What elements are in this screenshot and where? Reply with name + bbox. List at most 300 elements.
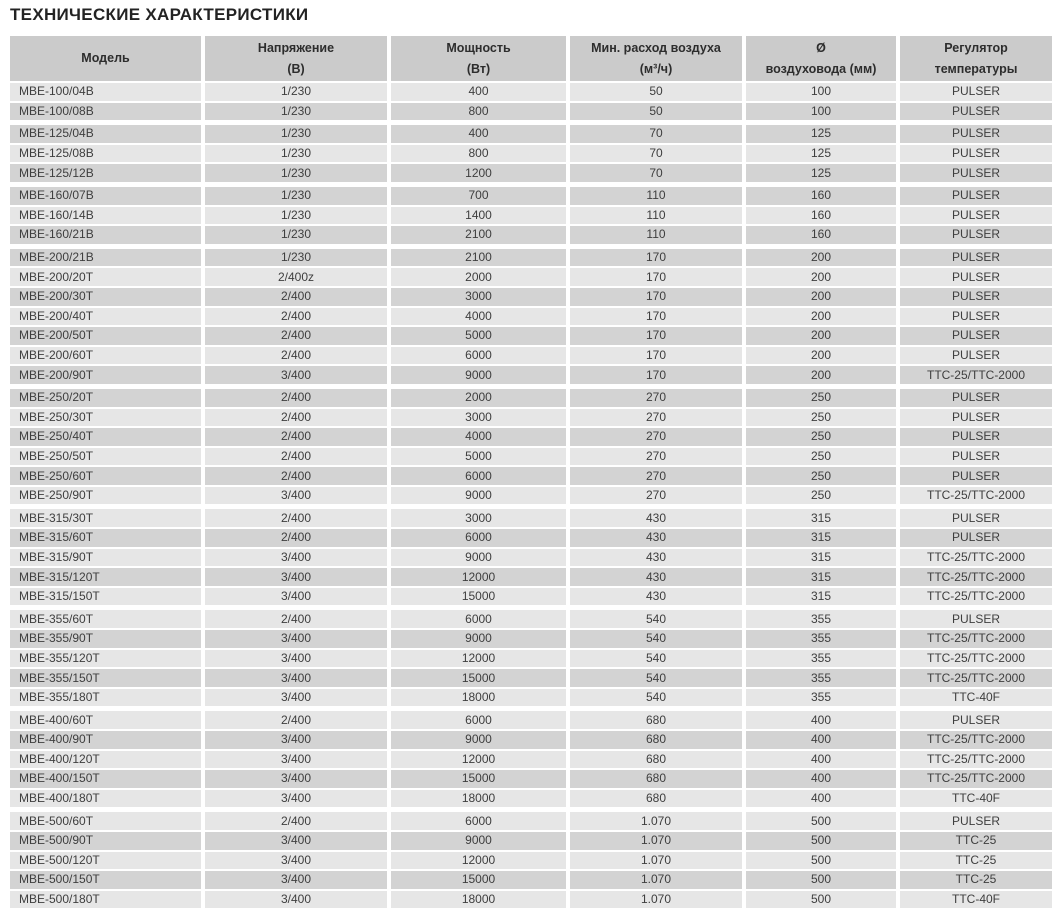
cell-model: MBE-125/04B	[10, 125, 203, 144]
cell-regulator: PULSER	[898, 206, 1052, 226]
cell-airflow: 430	[568, 528, 744, 548]
table-row	[10, 82, 1052, 102]
cell-model: MBE-250/40T	[10, 427, 203, 447]
cell-model: MBE-200/21B	[10, 249, 203, 268]
cell-airflow: 540	[568, 629, 744, 649]
col-header-airflow	[568, 36, 744, 82]
cell-voltage: 3/400	[203, 750, 389, 770]
cell-power: 3000	[389, 408, 568, 428]
table-row	[10, 287, 1052, 307]
col-header-model	[10, 36, 203, 82]
cell-diameter: 250	[744, 466, 898, 486]
cell-regulator: PULSER	[898, 144, 1052, 164]
cell-regulator: TTC-40F	[898, 688, 1052, 708]
cell-model: MBE-160/07B	[10, 187, 203, 206]
table-row	[10, 812, 1052, 831]
table-row	[10, 730, 1052, 750]
cell-regulator: PULSER	[898, 307, 1052, 327]
cell-regulator: PULSER	[898, 163, 1052, 183]
cell-regulator: TTC-25/TTC-2000	[898, 567, 1052, 587]
cell-power: 15000	[389, 870, 568, 890]
cell-power: 1400	[389, 206, 568, 226]
cell-airflow: 170	[568, 249, 744, 268]
cell-regulator: PULSER	[898, 225, 1052, 245]
cell-voltage: 2/400	[203, 711, 389, 730]
cell-model: MBE-200/90T	[10, 365, 203, 385]
cell-airflow: 170	[568, 267, 744, 287]
cell-airflow: 680	[568, 711, 744, 730]
cell-regulator: TTC-25/TTC-2000	[898, 769, 1052, 789]
table-row	[10, 649, 1052, 669]
table-row	[10, 365, 1052, 385]
cell-diameter: 160	[744, 187, 898, 206]
col-header-power	[389, 36, 568, 82]
cell-voltage: 3/400	[203, 870, 389, 890]
table-row	[10, 225, 1052, 245]
cell-model: MBE-400/120T	[10, 750, 203, 770]
col-header-diameter-unit: воздуховода (мм)	[765, 61, 877, 76]
cell-power: 6000	[389, 812, 568, 831]
page-title: ТЕХНИЧЕСКИЕ ХАРАКТЕРИСТИКИ	[10, 5, 309, 24]
cell-diameter: 315	[744, 509, 898, 528]
cell-model: MBE-355/180T	[10, 688, 203, 708]
cell-diameter: 315	[744, 528, 898, 548]
col-header-voltage	[203, 36, 389, 82]
cell-airflow: 170	[568, 287, 744, 307]
cell-diameter: 200	[744, 365, 898, 385]
cell-voltage: 3/400	[203, 688, 389, 708]
cell-power: 400	[389, 125, 568, 144]
cell-diameter: 400	[744, 730, 898, 750]
cell-voltage: 3/400	[203, 769, 389, 789]
cell-airflow: 1.070	[568, 851, 744, 871]
table-row	[10, 688, 1052, 708]
cell-model: MBE-100/04B	[10, 82, 203, 102]
cell-voltage: 2/400	[203, 610, 389, 629]
table-row	[10, 307, 1052, 327]
cell-diameter: 100	[744, 82, 898, 102]
cell-model: MBE-500/120T	[10, 851, 203, 871]
cell-regulator: PULSER	[898, 447, 1052, 467]
cell-regulator: PULSER	[898, 287, 1052, 307]
cell-diameter: 315	[744, 587, 898, 607]
cell-diameter: 160	[744, 225, 898, 245]
cell-regulator: TTC-40F	[898, 890, 1052, 910]
cell-regulator: PULSER	[898, 346, 1052, 366]
col-header-model-label: Модель	[81, 51, 130, 65]
cell-model: MBE-250/90T	[10, 486, 203, 506]
cell-power: 15000	[389, 587, 568, 607]
cell-model: MBE-315/150T	[10, 587, 203, 607]
cell-regulator: PULSER	[898, 466, 1052, 486]
cell-diameter: 500	[744, 870, 898, 890]
cell-regulator: PULSER	[898, 187, 1052, 206]
cell-power: 9000	[389, 730, 568, 750]
cell-airflow: 50	[568, 82, 744, 102]
cell-regulator: TTC-40F	[898, 789, 1052, 809]
cell-voltage: 1/230	[203, 144, 389, 164]
col-header-airflow-unit: (м³/ч)	[639, 61, 673, 76]
cell-diameter: 315	[744, 548, 898, 568]
cell-model: MBE-250/30T	[10, 408, 203, 428]
cell-diameter: 355	[744, 668, 898, 688]
cell-model: MBE-250/50T	[10, 447, 203, 467]
cell-airflow: 270	[568, 486, 744, 506]
table-header-row	[10, 36, 1052, 82]
cell-regulator: PULSER	[898, 389, 1052, 408]
cell-airflow: 70	[568, 125, 744, 144]
table-row	[10, 629, 1052, 649]
cell-model: MBE-355/120T	[10, 649, 203, 669]
cell-model: MBE-250/20T	[10, 389, 203, 408]
cell-voltage: 1/230	[203, 249, 389, 268]
cell-power: 12000	[389, 851, 568, 871]
cell-power: 1200	[389, 163, 568, 183]
cell-diameter: 355	[744, 688, 898, 708]
cell-airflow: 1.070	[568, 831, 744, 851]
cell-voltage: 2/400	[203, 466, 389, 486]
cell-voltage: 2/400	[203, 287, 389, 307]
cell-diameter: 200	[744, 307, 898, 327]
cell-voltage: 2/400	[203, 326, 389, 346]
cell-airflow: 1.070	[568, 812, 744, 831]
cell-power: 400	[389, 82, 568, 102]
cell-voltage: 1/230	[203, 206, 389, 226]
cell-airflow: 1.070	[568, 870, 744, 890]
cell-power: 3000	[389, 287, 568, 307]
cell-voltage: 3/400	[203, 486, 389, 506]
cell-model: MBE-125/08B	[10, 144, 203, 164]
cell-diameter: 250	[744, 447, 898, 467]
cell-voltage: 3/400	[203, 649, 389, 669]
cell-airflow: 540	[568, 649, 744, 669]
cell-power: 2100	[389, 249, 568, 268]
cell-airflow: 170	[568, 365, 744, 385]
cell-power: 18000	[389, 890, 568, 910]
col-header-voltage-label: Напряжение	[257, 40, 335, 55]
cell-diameter: 250	[744, 389, 898, 408]
cell-regulator: TTC-25/TTC-2000	[898, 668, 1052, 688]
cell-power: 9000	[389, 486, 568, 506]
cell-model: MBE-200/50T	[10, 326, 203, 346]
cell-diameter: 315	[744, 567, 898, 587]
cell-regulator: TTC-25/TTC-2000	[898, 486, 1052, 506]
cell-voltage: 2/400	[203, 528, 389, 548]
cell-diameter: 400	[744, 769, 898, 789]
cell-diameter: 125	[744, 163, 898, 183]
table-row	[10, 206, 1052, 226]
table-row	[10, 427, 1052, 447]
table-row	[10, 587, 1052, 607]
cell-airflow: 110	[568, 206, 744, 226]
cell-model: MBE-400/60T	[10, 711, 203, 730]
cell-voltage: 3/400	[203, 567, 389, 587]
cell-voltage: 3/400	[203, 831, 389, 851]
cell-regulator: TTC-25/TTC-2000	[898, 730, 1052, 750]
cell-voltage: 1/230	[203, 163, 389, 183]
cell-voltage: 3/400	[203, 730, 389, 750]
cell-regulator: PULSER	[898, 125, 1052, 144]
cell-diameter: 400	[744, 750, 898, 770]
cell-airflow: 430	[568, 548, 744, 568]
cell-regulator: TTC-25/TTC-2000	[898, 365, 1052, 385]
cell-diameter: 500	[744, 851, 898, 871]
cell-power: 3000	[389, 509, 568, 528]
cell-power: 12000	[389, 750, 568, 770]
cell-diameter: 500	[744, 812, 898, 831]
cell-regulator: PULSER	[898, 610, 1052, 629]
cell-voltage: 2/400	[203, 509, 389, 528]
cell-power: 5000	[389, 447, 568, 467]
cell-airflow: 430	[568, 587, 744, 607]
cell-power: 6000	[389, 466, 568, 486]
cell-power: 18000	[389, 789, 568, 809]
table-row	[10, 447, 1052, 467]
cell-voltage: 2/400	[203, 346, 389, 366]
cell-diameter: 160	[744, 206, 898, 226]
cell-diameter: 200	[744, 346, 898, 366]
cell-airflow: 680	[568, 769, 744, 789]
cell-voltage: 3/400	[203, 365, 389, 385]
table-row	[10, 668, 1052, 688]
col-header-power-label: Мощность	[446, 40, 511, 55]
cell-model: MBE-355/90T	[10, 629, 203, 649]
table-row	[10, 870, 1052, 890]
cell-power: 9000	[389, 831, 568, 851]
col-header-regulator-sub: температуры	[934, 61, 1018, 76]
cell-regulator: PULSER	[898, 528, 1052, 548]
cell-model: MBE-200/60T	[10, 346, 203, 366]
cell-power: 12000	[389, 567, 568, 587]
cell-voltage: 3/400	[203, 851, 389, 871]
cell-power: 4000	[389, 307, 568, 327]
table-row	[10, 249, 1052, 268]
cell-regulator: TTC-25/TTC-2000	[898, 649, 1052, 669]
table-row	[10, 567, 1052, 587]
cell-model: MBE-500/180T	[10, 890, 203, 910]
cell-model: MBE-400/180T	[10, 789, 203, 809]
cell-regulator: TTC-25	[898, 831, 1052, 851]
table-row	[10, 346, 1052, 366]
col-header-regulator-label: Регулятор	[944, 40, 1008, 55]
cell-power: 4000	[389, 427, 568, 447]
table-row	[10, 466, 1052, 486]
cell-voltage: 2/400	[203, 447, 389, 467]
cell-model: MBE-315/90T	[10, 548, 203, 568]
cell-diameter: 100	[744, 102, 898, 122]
cell-model: MBE-500/60T	[10, 812, 203, 831]
cell-power: 800	[389, 102, 568, 122]
table-row	[10, 890, 1052, 910]
table-header	[10, 36, 1052, 82]
col-header-diameter-label: Ø	[816, 40, 826, 55]
cell-model: MBE-315/30T	[10, 509, 203, 528]
cell-model: MBE-100/08B	[10, 102, 203, 122]
cell-airflow: 70	[568, 144, 744, 164]
cell-airflow: 50	[568, 102, 744, 122]
cell-voltage: 1/230	[203, 187, 389, 206]
table-row	[10, 851, 1052, 871]
cell-regulator: TTC-25/TTC-2000	[898, 548, 1052, 568]
cell-model: MBE-315/60T	[10, 528, 203, 548]
cell-regulator: PULSER	[898, 326, 1052, 346]
table-row	[10, 187, 1052, 206]
cell-power: 18000	[389, 688, 568, 708]
cell-model: MBE-400/150T	[10, 769, 203, 789]
cell-power: 6000	[389, 610, 568, 629]
cell-diameter: 400	[744, 711, 898, 730]
cell-power: 6000	[389, 528, 568, 548]
cell-power: 2000	[389, 267, 568, 287]
table-row	[10, 831, 1052, 851]
cell-airflow: 110	[568, 187, 744, 206]
cell-airflow: 270	[568, 466, 744, 486]
cell-airflow: 1.070	[568, 890, 744, 910]
cell-diameter: 400	[744, 789, 898, 809]
table-row	[10, 389, 1052, 408]
cell-airflow: 270	[568, 427, 744, 447]
cell-regulator: PULSER	[898, 267, 1052, 287]
cell-airflow: 540	[568, 688, 744, 708]
cell-power: 2100	[389, 225, 568, 245]
cell-voltage: 2/400z	[203, 267, 389, 287]
cell-airflow: 170	[568, 307, 744, 327]
cell-voltage: 2/400	[203, 427, 389, 447]
cell-voltage: 1/230	[203, 225, 389, 245]
cell-airflow: 170	[568, 346, 744, 366]
cell-voltage: 2/400	[203, 408, 389, 428]
table-row	[10, 711, 1052, 730]
cell-voltage: 1/230	[203, 102, 389, 122]
cell-diameter: 200	[744, 249, 898, 268]
cell-power: 800	[389, 144, 568, 164]
col-header-regulator	[898, 36, 1052, 82]
cell-airflow: 540	[568, 610, 744, 629]
table-row	[10, 548, 1052, 568]
cell-model: MBE-315/120T	[10, 567, 203, 587]
cell-regulator: TTC-25	[898, 870, 1052, 890]
cell-power: 6000	[389, 711, 568, 730]
cell-regulator: PULSER	[898, 711, 1052, 730]
cell-model: MBE-400/90T	[10, 730, 203, 750]
cell-diameter: 355	[744, 649, 898, 669]
cell-regulator: PULSER	[898, 427, 1052, 447]
col-header-power-unit: (Вт)	[466, 61, 491, 76]
cell-model: MBE-200/30T	[10, 287, 203, 307]
cell-regulator: PULSER	[898, 82, 1052, 102]
col-header-airflow-label: Мин. расход воздуха	[591, 40, 721, 55]
cell-power: 9000	[389, 548, 568, 568]
cell-power: 700	[389, 187, 568, 206]
cell-regulator: TTC-25/TTC-2000	[898, 629, 1052, 649]
cell-airflow: 430	[568, 567, 744, 587]
cell-model: MBE-250/60T	[10, 466, 203, 486]
cell-airflow: 110	[568, 225, 744, 245]
cell-diameter: 200	[744, 287, 898, 307]
table-row	[10, 789, 1052, 809]
table-row	[10, 144, 1052, 164]
table-row	[10, 528, 1052, 548]
cell-airflow: 680	[568, 789, 744, 809]
cell-voltage: 3/400	[203, 890, 389, 910]
cell-power: 12000	[389, 649, 568, 669]
cell-airflow: 70	[568, 163, 744, 183]
cell-airflow: 270	[568, 447, 744, 467]
cell-model: MBE-160/14B	[10, 206, 203, 226]
cell-regulator: PULSER	[898, 812, 1052, 831]
table-row	[10, 163, 1052, 183]
cell-model: MBE-500/150T	[10, 870, 203, 890]
cell-diameter: 200	[744, 326, 898, 346]
table-row	[10, 486, 1052, 506]
table-row	[10, 408, 1052, 428]
table-row	[10, 326, 1052, 346]
cell-airflow: 430	[568, 509, 744, 528]
cell-power: 5000	[389, 326, 568, 346]
cell-power: 2000	[389, 389, 568, 408]
cell-diameter: 250	[744, 408, 898, 428]
table-row	[10, 267, 1052, 287]
cell-power: 15000	[389, 769, 568, 789]
cell-airflow: 540	[568, 668, 744, 688]
cell-diameter: 355	[744, 610, 898, 629]
table-row	[10, 750, 1052, 770]
table-body	[10, 82, 1052, 909]
cell-voltage: 3/400	[203, 548, 389, 568]
cell-diameter: 125	[744, 125, 898, 144]
cell-voltage: 2/400	[203, 389, 389, 408]
cell-regulator: PULSER	[898, 509, 1052, 528]
cell-model: MBE-200/20T	[10, 267, 203, 287]
cell-voltage: 3/400	[203, 668, 389, 688]
cell-voltage: 2/400	[203, 812, 389, 831]
cell-regulator: PULSER	[898, 408, 1052, 428]
cell-airflow: 170	[568, 326, 744, 346]
cell-model: MBE-125/12B	[10, 163, 203, 183]
table-row	[10, 125, 1052, 144]
cell-regulator: PULSER	[898, 249, 1052, 268]
cell-voltage: 1/230	[203, 82, 389, 102]
table-row	[10, 769, 1052, 789]
cell-model: MBE-355/60T	[10, 610, 203, 629]
cell-power: 9000	[389, 365, 568, 385]
cell-regulator: PULSER	[898, 102, 1052, 122]
cell-diameter: 200	[744, 267, 898, 287]
cell-diameter: 500	[744, 831, 898, 851]
cell-airflow: 270	[568, 408, 744, 428]
table-row	[10, 102, 1052, 122]
cell-regulator: TTC-25/TTC-2000	[898, 750, 1052, 770]
table-row	[10, 509, 1052, 528]
cell-model: MBE-355/150T	[10, 668, 203, 688]
cell-power: 6000	[389, 346, 568, 366]
cell-diameter: 355	[744, 629, 898, 649]
col-header-diameter	[744, 36, 898, 82]
spec-table	[10, 36, 1052, 910]
cell-model: MBE-160/21B	[10, 225, 203, 245]
cell-diameter: 250	[744, 486, 898, 506]
cell-voltage: 3/400	[203, 587, 389, 607]
cell-model: MBE-200/40T	[10, 307, 203, 327]
cell-voltage: 1/230	[203, 125, 389, 144]
cell-diameter: 500	[744, 890, 898, 910]
cell-regulator: TTC-25/TTC-2000	[898, 587, 1052, 607]
cell-power: 9000	[389, 629, 568, 649]
cell-airflow: 680	[568, 730, 744, 750]
col-header-voltage-unit: (В)	[287, 61, 305, 76]
cell-regulator: TTC-25	[898, 851, 1052, 871]
cell-model: MBE-500/90T	[10, 831, 203, 851]
